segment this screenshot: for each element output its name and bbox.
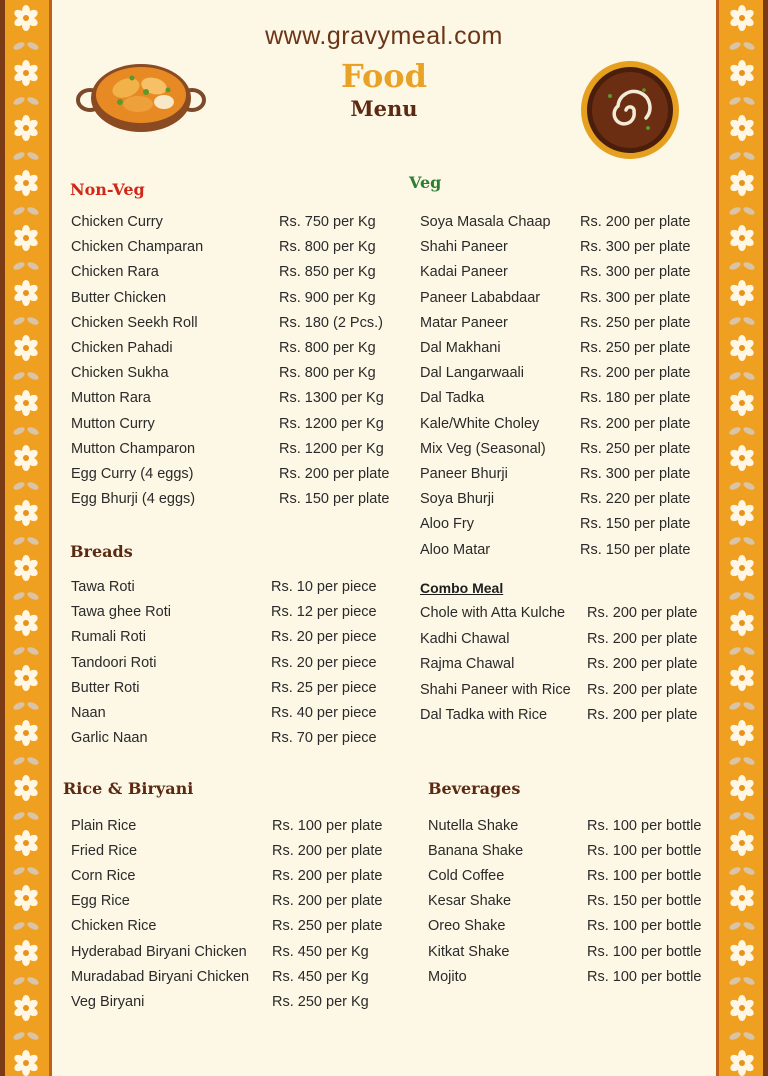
- menu-item-name: Egg Bhurji (4 eggs): [71, 491, 196, 508]
- right-floral-border: [716, 0, 768, 1076]
- menu-item-name: Naan: [71, 705, 106, 721]
- menu-item-price: Rs. 300 per plate: [580, 466, 691, 482]
- menu-item-name: Butter Roti: [71, 679, 140, 696]
- menu-item-price: Rs. 200 per plate: [587, 630, 698, 647]
- menu-item-price: Rs. 150 per plate: [279, 491, 390, 508]
- menu-item-name: Aloo Matar: [420, 541, 491, 558]
- section-heading-veg: Veg: [409, 173, 442, 192]
- menu-item-price: Rs. 100 per bottle: [587, 818, 702, 834]
- section-heading-breads: Breads: [70, 542, 133, 561]
- menu-item-price: Rs. 100 per bottle: [587, 843, 702, 860]
- menu-item-name: Kadai Paneer: [420, 264, 508, 281]
- menu-item-name: Mutton Curry: [71, 415, 155, 432]
- section-heading-rice-biryani: Rice & Biryani: [63, 779, 194, 798]
- menu-item-name: Chicken Curry: [71, 214, 163, 230]
- menu-item-price: Rs. 100 per plate: [272, 818, 383, 834]
- menu-item-price: Rs. 300 per plate: [580, 264, 691, 281]
- menu-item-price: Rs. 200 per plate: [580, 365, 691, 382]
- menu-item-price: Rs. 100 per bottle: [587, 968, 702, 985]
- menu-item-name: Tawa Roti: [71, 579, 135, 595]
- menu-item-name: Aloo Fry: [420, 516, 474, 533]
- menu-item-price: Rs. 250 per Kg: [272, 993, 369, 1010]
- menu-item-name: Paneer Bhurji: [420, 466, 508, 482]
- menu-item-price: Rs. 25 per piece: [271, 679, 377, 696]
- menu-item-name: Butter Chicken: [71, 289, 167, 306]
- page-title: Food: [340, 57, 428, 95]
- menu-item-name: Egg Curry (4 eggs): [71, 466, 194, 482]
- menu-item-price: Rs. 100 per bottle: [587, 918, 702, 935]
- menu-item-price: Rs. 150 per bottle: [587, 893, 702, 910]
- menu-item-name: Oreo Shake: [428, 918, 506, 935]
- flower-border-pattern-icon: [0, 0, 52, 1076]
- menu-item-name: Shahi Paneer with Rice: [420, 681, 571, 698]
- menu-item-name: Soya Masala Chaap: [420, 214, 551, 230]
- menu-item-price: Rs. 300 per plate: [580, 289, 691, 306]
- menu-item-price: Rs. 800 per Kg: [279, 239, 376, 256]
- menu-item-name: Dal Makhani: [420, 340, 501, 356]
- dal-makhani-bowl-icon: [578, 60, 682, 160]
- menu-item-name: Fried Rice: [71, 843, 138, 860]
- menu-item-price: Rs. 40 per piece: [271, 705, 377, 721]
- menu-item-name: Tandoori Roti: [71, 654, 157, 671]
- menu-item-name: Mutton Champaron: [71, 440, 196, 457]
- menu-item-name: Cold Coffee: [428, 868, 505, 885]
- menu-item-price: Rs. 200 per plate: [587, 681, 698, 698]
- menu-item-price: Rs. 200 per plate: [587, 605, 698, 621]
- menu-item-price: Rs. 800 per Kg: [279, 365, 376, 382]
- menu-item-name: Chicken Seekh Roll: [71, 314, 198, 331]
- menu-item-name: Mojito: [428, 968, 467, 985]
- menu-item-price: Rs. 20 per piece: [271, 629, 377, 646]
- menu-item-price: Rs. 200 per plate: [580, 415, 691, 432]
- menu-item-price: Rs. 220 per plate: [580, 491, 691, 508]
- section-heading-combo-meal: Combo Meal: [420, 580, 504, 596]
- menu-item-price: Rs. 10 per piece: [271, 579, 377, 595]
- menu-item-price: Rs. 300 per plate: [580, 239, 691, 256]
- menu-item-name: Hyderabad Biryani Chicken: [71, 943, 247, 960]
- menu-item-name: Paneer Lababdaar: [420, 289, 541, 306]
- menu-item-price: Rs. 900 per Kg: [279, 289, 376, 306]
- section-heading-non-veg: Non-Veg: [70, 180, 145, 199]
- menu-item-name: Dal Langarwaali: [420, 365, 524, 382]
- chicken-curry-bowl-icon: [76, 62, 206, 134]
- menu-item-name: Dal Tadka with Rice: [420, 707, 548, 723]
- menu-item-name: Chicken Champaran: [71, 239, 204, 256]
- menu-item-price: Rs. 200 per plate: [272, 868, 383, 885]
- menu-item-name: Rajma Chawal: [420, 656, 515, 672]
- menu-item-price: Rs. 250 per plate: [580, 440, 691, 457]
- menu-item-name: Rumali Roti: [71, 629, 146, 646]
- menu-item-price: Rs. 450 per Kg: [272, 968, 369, 985]
- menu-item-price: Rs. 200 per plate: [279, 466, 390, 482]
- menu-item-name: Nutella Shake: [428, 818, 519, 834]
- menu-item-price: Rs. 20 per piece: [271, 654, 377, 671]
- menu-item-name: Banana Shake: [428, 843, 524, 860]
- menu-item-name: Chole with Atta Kulche: [420, 605, 566, 621]
- menu-item-price: Rs. 750 per Kg: [279, 214, 376, 230]
- menu-item-name: Shahi Paneer: [420, 239, 508, 256]
- menu-item-name: Chicken Rara: [71, 264, 159, 281]
- menu-item-price: Rs. 850 per Kg: [279, 264, 376, 281]
- menu-item-price: Rs. 800 per Kg: [279, 340, 376, 356]
- menu-item-name: Veg Biryani: [71, 993, 145, 1010]
- menu-item-name: Chicken Rice: [71, 918, 157, 935]
- menu-item-name: Corn Rice: [71, 868, 136, 885]
- flower-border-pattern-icon: [716, 0, 768, 1076]
- menu-item-name: Dal Tadka: [420, 390, 485, 407]
- menu-item-name: Kesar Shake: [428, 893, 512, 910]
- menu-item-name: Kadhi Chawal: [420, 630, 510, 647]
- menu-item-price: Rs. 1200 per Kg: [279, 415, 384, 432]
- menu-item-price: Rs. 150 per plate: [580, 516, 691, 533]
- menu-item-price: Rs. 200 per plate: [587, 707, 698, 723]
- menu-item-name: Muradabad Biryani Chicken: [71, 968, 250, 985]
- menu-item-name: Chicken Pahadi: [71, 340, 173, 356]
- menu-item-name: Matar Paneer: [420, 314, 508, 331]
- menu-item-price: Rs. 250 per plate: [580, 314, 691, 331]
- menu-item-price: Rs. 100 per bottle: [587, 943, 702, 960]
- menu-item-price: Rs. 200 per plate: [587, 656, 698, 672]
- menu-item-name: Mutton Rara: [71, 390, 151, 407]
- menu-item-name: Chicken Sukha: [71, 365, 169, 382]
- left-floral-border: [0, 0, 52, 1076]
- menu-item-name: Plain Rice: [71, 818, 137, 834]
- menu-item-price: Rs. 250 per plate: [580, 340, 691, 356]
- menu-item-name: Tawa ghee Roti: [71, 604, 171, 621]
- menu-item-name: Garlic Naan: [71, 730, 148, 747]
- menu-item-price: Rs. 250 per plate: [272, 918, 383, 935]
- website-url[interactable]: www.gravymeal.com: [265, 22, 503, 50]
- menu-item-name: Mix Veg (Seasonal): [420, 440, 546, 457]
- menu-item-name: Soya Bhurji: [420, 491, 495, 508]
- menu-item-price: Rs. 1200 per Kg: [279, 440, 384, 457]
- menu-item-price: Rs. 180 per plate: [580, 390, 691, 407]
- menu-item-price: Rs. 100 per bottle: [587, 868, 702, 885]
- menu-item-price: Rs. 150 per plate: [580, 541, 691, 558]
- menu-item-price: Rs. 1300 per Kg: [279, 390, 384, 407]
- menu-item-price: Rs. 180 (2 Pcs.): [279, 314, 383, 331]
- menu-item-name: Kale/White Choley: [420, 415, 540, 432]
- menu-item-name: Kitkat Shake: [428, 943, 510, 960]
- menu-item-price: Rs. 12 per piece: [271, 604, 377, 621]
- menu-item-price: Rs. 200 per plate: [580, 214, 691, 230]
- page-subtitle: Menu: [350, 96, 418, 121]
- menu-item-price: Rs. 200 per plate: [272, 893, 383, 910]
- menu-item-price: Rs. 70 per piece: [271, 730, 377, 747]
- menu-item-price: Rs. 200 per plate: [272, 843, 383, 860]
- section-heading-beverages: Beverages: [428, 779, 521, 798]
- menu-item-price: Rs. 450 per Kg: [272, 943, 369, 960]
- menu-item-name: Egg Rice: [71, 893, 130, 910]
